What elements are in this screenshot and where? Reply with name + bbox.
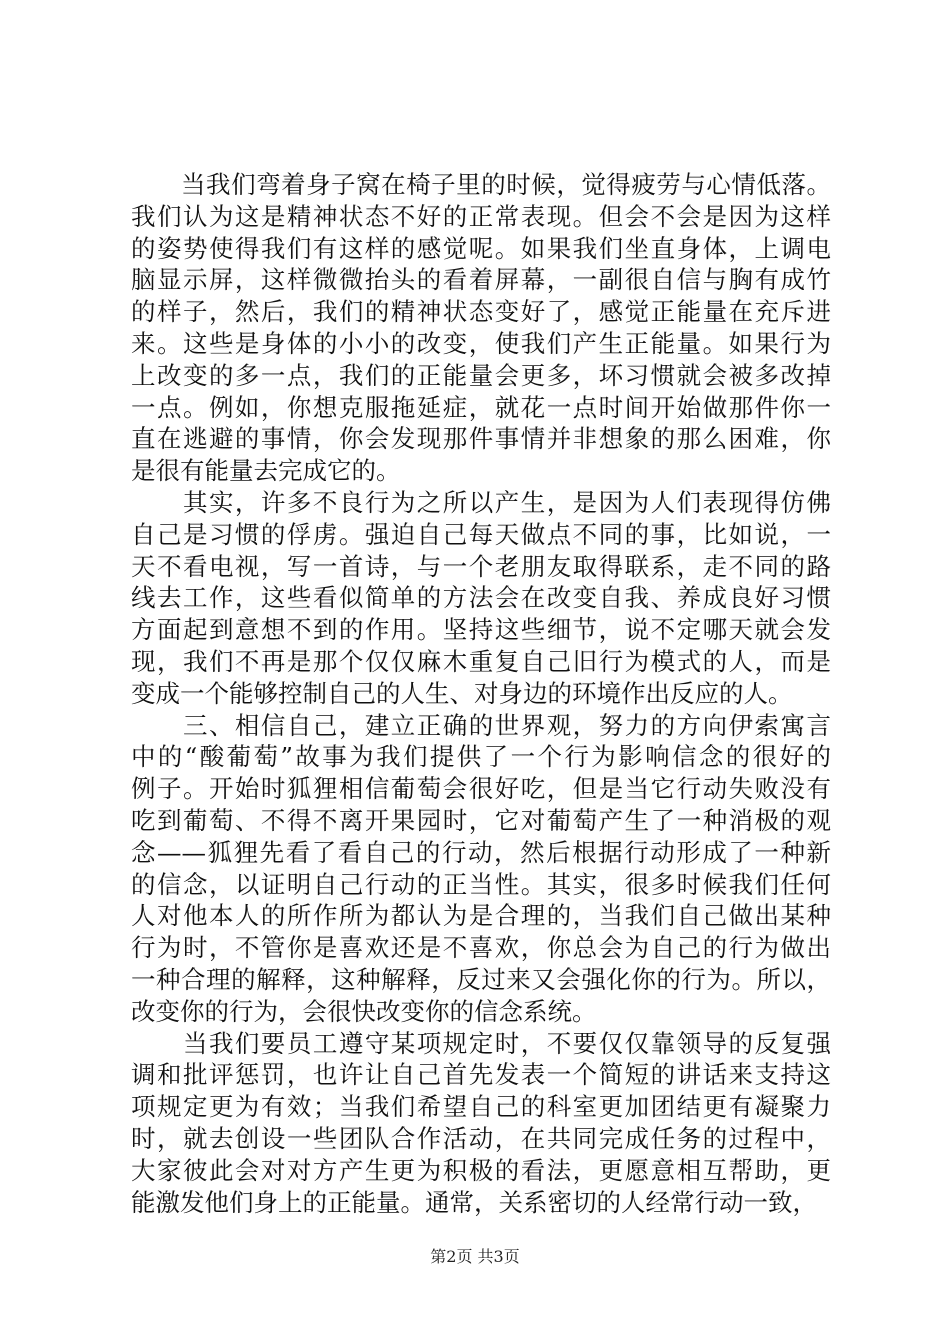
text-line: 一点。例如，你想克服拖延症，就花一点时间开始做那件你一 [131, 392, 831, 422]
text-line: 时，就去创设一些团队合作活动，在共同完成任务的过程中， [131, 1123, 831, 1153]
text-line: 当我们弯着身子窝在椅子里的时候，觉得疲劳与心情低落。 [131, 170, 831, 199]
text-line: 吃到葡萄、不得不离开果园时，它对葡萄产生了一种消极的观 [131, 805, 831, 835]
text-line: 上改变的多一点，我们的正能量会更多，坏习惯就会被多改掉 [131, 360, 831, 390]
text-line: 三、相信自己，建立正确的世界观，努力的方向伊索寓言 [131, 710, 831, 740]
text-line: 中的“酸葡萄”故事为我们提供了一个行为影响信念的很好的 [131, 742, 831, 772]
text-line: 来。这些是身体的小小的改变，使我们产生正能量。如果行为 [131, 328, 831, 358]
paragraph [131, 169, 831, 487]
paragraph [131, 1028, 831, 1219]
text-line: 行为时，不管你是喜欢还是不喜欢，你总会为自己的行为做出 [131, 933, 831, 963]
text-line: 脑显示屏，这样微微抬头的看着屏幕，一副很自信与胸有成竹 [131, 265, 831, 295]
text-line: 是很有能量去完成它的。 [131, 456, 401, 486]
text-line: 项规定更为有效；当我们希望自己的科室更加团结更有凝聚力 [131, 1092, 831, 1122]
text-line: 大家彼此会对对方产生更为积极的看法，更愿意相互帮助，更 [131, 1155, 831, 1185]
document-body [131, 169, 831, 1218]
text-line: 天不看电视，写一首诗，与一个老朋友取得联系，走不同的路 [131, 551, 831, 581]
page-footer: 第2页 共3页 [430, 1247, 520, 1266]
text-line: 的姿势使得我们有这样的感觉呢。如果我们坐直身体，上调电 [131, 233, 831, 263]
text-line: 例子。开始时狐狸相信葡萄会很好吃，但是当它行动失败没有 [131, 774, 831, 804]
paragraph [131, 710, 831, 1028]
text-line: 念——狐狸先看了看自己的行动，然后根据行动形成了一种新 [131, 837, 831, 867]
text-line: 我们认为这是精神状态不好的正常表现。但会不会是因为这样 [131, 201, 831, 231]
text-line: 改变你的行为，会很快改变你的信念系统。 [131, 996, 597, 1026]
text-line: 调和批评惩罚，也许让自己首先发表一个简短的讲话来支持这 [131, 1060, 831, 1090]
text-line: 现，我们不再是那个仅仅麻木重复自己旧行为模式的人，而是 [131, 646, 831, 676]
text-line: 变成一个能够控制自己的人生、对身边的环境作出反应的人。 [131, 678, 793, 708]
text-line: 自己是习惯的俘虏。强迫自己每天做点不同的事，比如说，一 [131, 519, 831, 549]
paragraph [131, 487, 831, 710]
text-line: 能激发他们身上的正能量。通常，关系密切的人经常行动一致， [131, 1187, 817, 1217]
text-line: 一种合理的解释，这种解释，反过来又会强化你的行为。所以， [131, 964, 831, 994]
text-line: 方面起到意想不到的作用。坚持这些细节，说不定哪天就会发 [131, 615, 831, 645]
text-line: 线去工作，这些看似简单的方法会在改变自我、养成良好习惯 [131, 583, 831, 613]
text-line: 当我们要员工遵守某项规定时，不要仅仅靠领导的反复强 [131, 1028, 831, 1058]
text-line: 人对他本人的所作所为都认为是合理的，当我们自己做出某种 [131, 901, 831, 931]
text-line: 直在逃避的事情，你会发现那件事情并非想象的那么困难，你 [131, 424, 831, 454]
text-line: 的样子，然后，我们的精神状态变好了，感觉正能量在充斥进 [131, 297, 831, 327]
text-line: 的信念，以证明自己行动的正当性。其实，很多时候我们任何 [131, 869, 831, 899]
text-line: 其实，许多不良行为之所以产生，是因为人们表现得仿佛 [131, 487, 831, 517]
